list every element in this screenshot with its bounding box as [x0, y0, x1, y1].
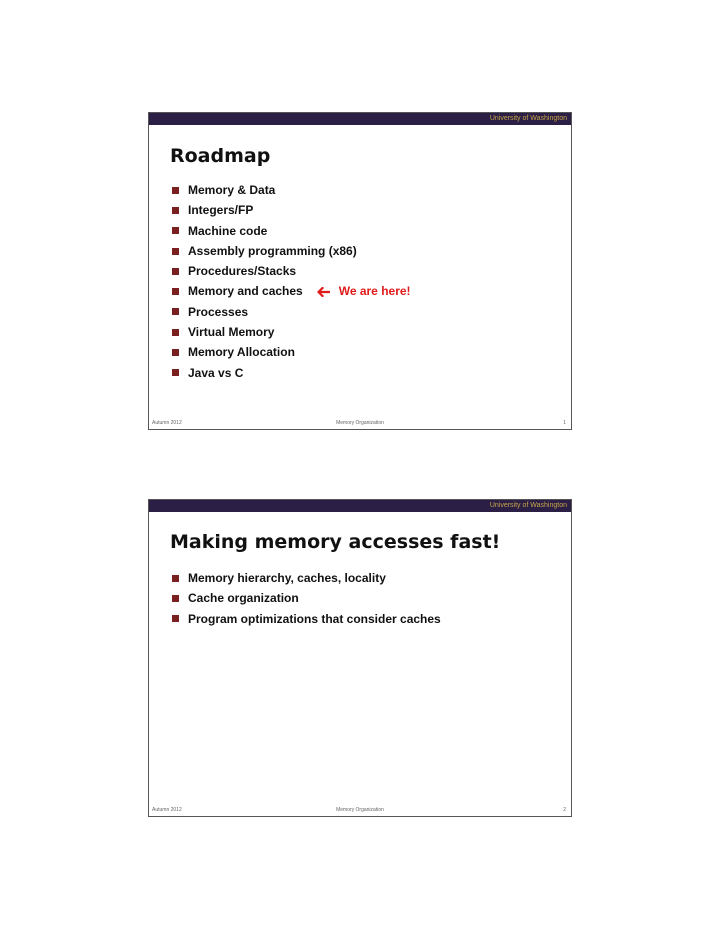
bullet-item — [172, 261, 411, 281]
square-bullet-icon — [172, 369, 179, 376]
square-bullet-icon — [172, 575, 179, 582]
square-bullet-icon — [172, 288, 179, 295]
bullet-list — [172, 568, 441, 629]
slide-title: Making memory accesses fast! — [170, 531, 501, 553]
footer-term: Autumn 2012 — [152, 807, 182, 813]
bullet-text: Cache organization — [188, 591, 299, 606]
bullet-item — [172, 609, 441, 629]
square-bullet-icon — [172, 248, 179, 255]
slide-header-bar — [149, 113, 571, 125]
annotation-text: We are here! — [338, 284, 411, 299]
slide-header-bar — [149, 500, 571, 512]
square-bullet-icon — [172, 329, 179, 336]
bullet-item — [172, 342, 411, 362]
institution-label: University of Washington — [489, 115, 567, 122]
bullet-text: Virtual Memory — [188, 325, 275, 340]
bullet-item — [172, 302, 411, 322]
arrow-left-icon — [317, 287, 330, 297]
slide-number: 2 — [563, 807, 566, 813]
footer-term: Autumn 2012 — [152, 420, 182, 426]
square-bullet-icon — [172, 595, 179, 602]
bullet-text: Program optimizations that consider caches — [188, 611, 441, 626]
square-bullet-icon — [172, 268, 179, 275]
slide-1 — [148, 112, 572, 430]
bullet-text: Memory and caches — [188, 284, 303, 299]
slide-footer — [149, 806, 571, 814]
bullet-text: Machine code — [188, 223, 268, 238]
bullet-text: Memory Allocation — [188, 345, 295, 360]
bullet-item — [172, 568, 441, 588]
bullet-item — [172, 200, 411, 220]
bullet-text: Integers/FP — [188, 203, 254, 218]
bullet-text: Processes — [188, 304, 249, 319]
current-position-annotation — [317, 281, 411, 301]
square-bullet-icon — [172, 308, 179, 315]
bullet-text: Memory hierarchy, caches, locality — [188, 571, 386, 585]
slide-2 — [148, 499, 572, 817]
square-bullet-icon — [172, 227, 179, 234]
bullet-item-current — [172, 281, 411, 301]
bullet-text: Memory & Data — [188, 183, 276, 197]
footer-topic: Memory Organization — [336, 807, 384, 813]
bullet-list — [172, 180, 411, 383]
bullet-text: Assembly programming (x86) — [188, 243, 357, 258]
bullet-item — [172, 322, 411, 342]
slide-number: 1 — [563, 420, 566, 426]
square-bullet-icon — [172, 207, 179, 214]
bullet-item — [172, 241, 411, 261]
bullet-item — [172, 363, 411, 383]
bullet-item — [172, 588, 441, 608]
bullet-text: Procedures/Stacks — [188, 264, 297, 279]
institution-label: University of Washington — [489, 502, 567, 509]
slide-title: Roadmap — [170, 145, 271, 167]
bullet-text: Java vs C — [188, 365, 244, 380]
square-bullet-icon — [172, 615, 179, 622]
bullet-item — [172, 180, 411, 200]
square-bullet-icon — [172, 187, 179, 194]
slide-footer — [149, 419, 571, 427]
bullet-item — [172, 221, 411, 241]
square-bullet-icon — [172, 349, 179, 356]
footer-topic: Memory Organization — [336, 420, 384, 426]
